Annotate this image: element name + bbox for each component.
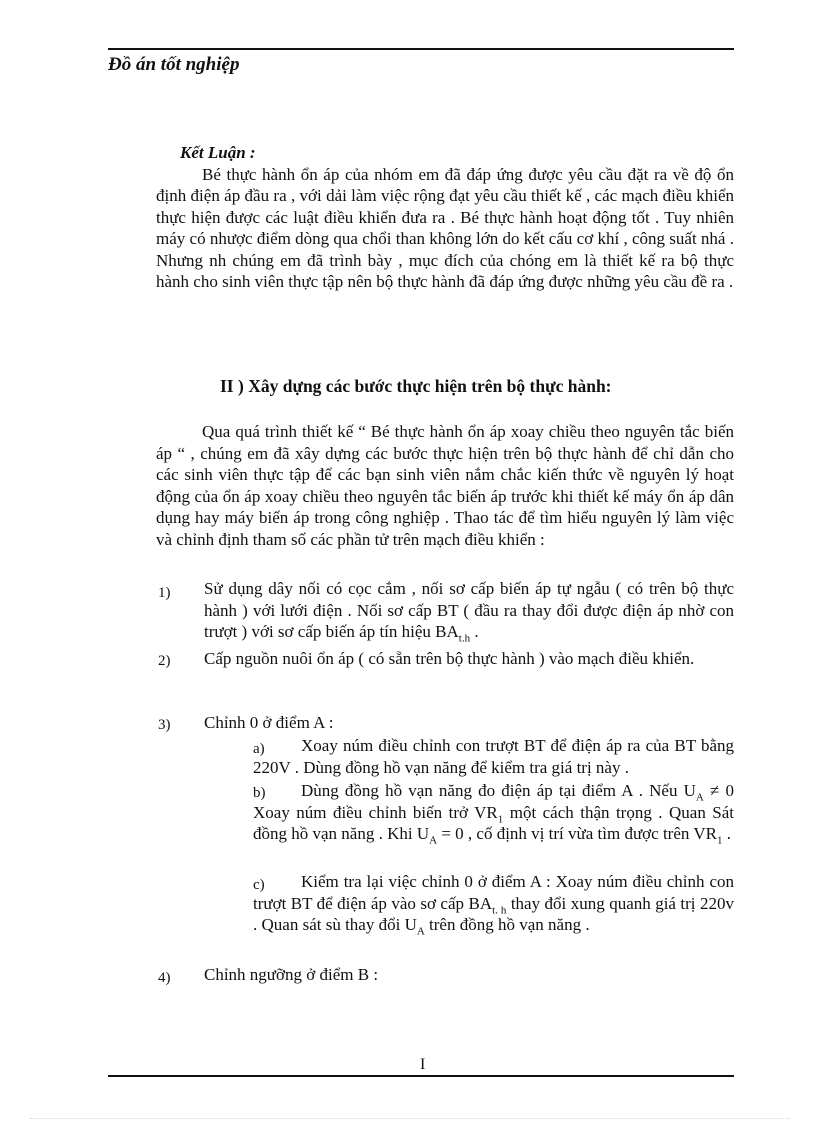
sub-label-a: a) bbox=[253, 741, 265, 757]
page-edge-dots bbox=[30, 1118, 790, 1119]
sub-item-b-sub-a2: A bbox=[429, 834, 438, 847]
sub-item-b-sub-a: A bbox=[695, 791, 704, 804]
sub-item-c-sub-th: t. h bbox=[492, 903, 507, 916]
list-item-4: Chỉnh ngưỡng ở điểm B : bbox=[204, 965, 379, 984]
section-heading: II ) Xây dựng các bước thực hiện trên bộ thực hành: bbox=[220, 376, 612, 396]
list-item-1-subscript: t.h bbox=[458, 632, 471, 645]
sub-item-c-sub-a: A bbox=[416, 925, 425, 938]
list-item-1 bbox=[204, 578, 734, 643]
list-item-1-text: Sử dụng dây nối có cọc cắm , nối sơ cấp biến áp tự ngẫu ( có trên bộ thực hành ) với lưới điện . Nối sơ cấp BT ( đầu ra thay đổi được điện áp nhờ con trượt ) với sơ cấp biến áp tín hiệu BA bbox=[204, 579, 734, 641]
sub-item-c-part2: thay đổi xung quanh giá trị 220v . Quan sát sù thay đổi U bbox=[253, 893, 734, 934]
document-header: Đồ án tốt nghiệp bbox=[108, 54, 240, 75]
sub-item-b-part4: = 0 , cố định vị trí vừa tìm được trên VR bbox=[437, 824, 717, 843]
page-number: I bbox=[420, 1056, 426, 1073]
list-number-2: 2) bbox=[158, 653, 171, 669]
sub-item-b bbox=[253, 780, 734, 845]
sub-item-b-part2: ≠ 0 Xoay núm điều chỉnh biến trở VR bbox=[253, 781, 734, 822]
sub-item-a: Xoay núm điều chỉnh con trượt BT để điện áp ra của BT bằng 220V . Dùng đồng hồ vạn năng để kiểm tra giá trị này . bbox=[253, 736, 734, 777]
list-item-3: Chỉnh 0 ở điểm A : bbox=[204, 713, 334, 732]
list-number-4: 4) bbox=[158, 970, 171, 986]
sub-item-b-part3: một cách thận trọng . Quan Sát đồng hồ vạn năng . Khi U bbox=[253, 802, 735, 843]
list-number-1: 1) bbox=[158, 585, 171, 601]
sub-item-c bbox=[253, 871, 734, 936]
sub-label-b: b) bbox=[253, 785, 266, 801]
conclusion-section bbox=[156, 142, 734, 293]
sub-label-c: c) bbox=[253, 877, 265, 893]
sub-item-b-part5: . bbox=[722, 824, 731, 843]
sub-item-b-sub-1: 1 bbox=[497, 812, 504, 825]
list-number-3: 3) bbox=[158, 717, 171, 733]
list-item-1-end: . bbox=[470, 622, 479, 641]
sub-item-b-sub-1b: 1 bbox=[716, 834, 723, 847]
header-rule bbox=[108, 48, 734, 50]
conclusion-paragraph: Bé thực hành ổn áp của nhóm em đã đáp ứng được yêu cầu đặt ra về độ ổn định điện áp đầu ra , với dải làm việc rộng đạt yêu cầu thiết kế , các mạch điều khiển thực hiện được các luật điều khiển đưa ra . Bé thực hành hoạt động tốt . Tuy nhiên máy có nhược điểm dòng qua chổi than không lớn do kết cấu cơ khí , công suất nhá . Nhưng nh chúng em đã trình bày , mục đích của chóng em là thiết kế ra bộ thực hành cho sinh viên thực tập nên bộ thực hành đã đáp ứng được những yêu cầu đề ra . bbox=[156, 164, 734, 291]
sub-item-b-part1: Dùng đồng hồ vạn năng đo điện áp tại điểm A . Nếu U bbox=[301, 781, 696, 800]
sub-item-c-part3: trên đồng hồ vạn năng . bbox=[424, 915, 590, 934]
list-item-2: Cấp nguồn nuôi ổn áp ( có sẵn trên bộ thực hành ) vào mạch điều khiển. bbox=[204, 649, 695, 668]
section-intro-paragraph: Qua quá trình thiết kế “ Bé thực hành ổn áp xoay chiều theo nguyên tắc biến áp “ , chúng em đã xây dựng các bước thực hiện trên bộ thực hành để chỉ dẫn cho các sinh viên thực tập để các bạn sinh viên nắm chắc kiến thức về nguyên lý hoạt động của ổn áp xoay chiều theo nguyên tắc biến áp trước khi thiết kế máy ổn áp dân dụng hay máy biến áp trong công nghiệp . Thao tác để tìm hiểu nguyên lý làm việc và chỉnh định tham số các phần tử trên mạch điều khiển : bbox=[156, 422, 734, 549]
footer-rule bbox=[108, 1075, 734, 1077]
sub-item-c-part1: Kiểm tra lại việc chỉnh 0 ở điểm A : Xoay núm điều chỉnh con trượt BT để điện áp vào sơ cấp BA bbox=[253, 872, 734, 913]
conclusion-title: Kết Luận : bbox=[180, 143, 256, 162]
